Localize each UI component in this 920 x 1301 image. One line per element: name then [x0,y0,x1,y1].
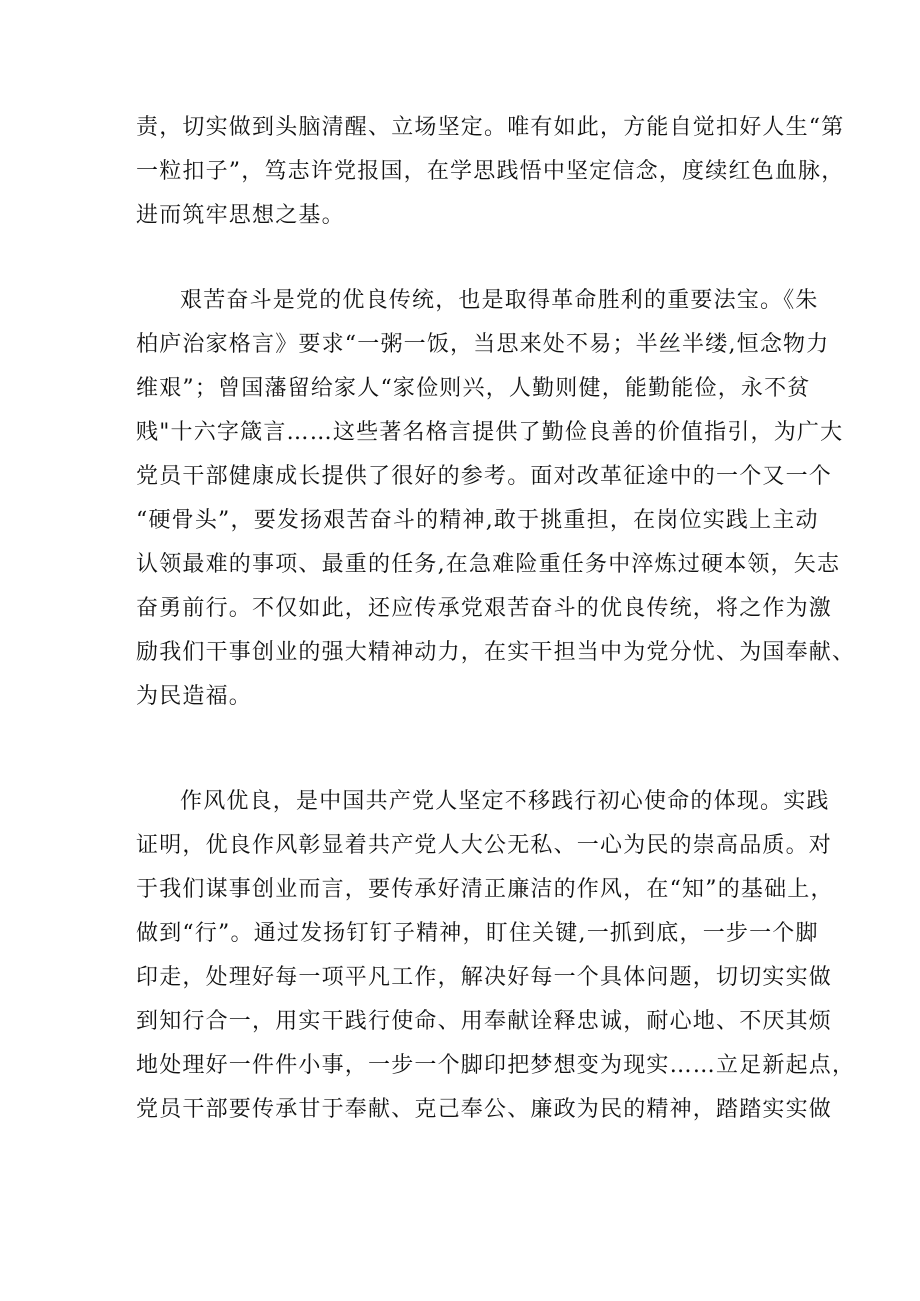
paragraph-line: 艰苦奋斗是党的优良传统，也是取得革命胜利的重要法宝。《朱 [180,288,819,313]
paragraph-line: “硬骨头”，要发扬艰苦奋斗的精神,敢于挑重担，在岗位实践上主动 [136,508,819,533]
paragraph-line: 做到“行”。通过发扬钉钉子精神，盯住关键,一抓到底，一步一个脚 [136,921,819,946]
paragraph-1 [136,106,845,238]
paragraph-line: 党员干部要传承甘于奉献、克己奉公、廉政为民的精神，踏踏实实做 [136,1097,833,1122]
paragraph-line: 于我们谋事创业而言，要传承好清正廉洁的作风，在“知”的基础上， [136,877,834,902]
paragraph-line: 认领最难的事项、最重的任务,在急难险重任务中淬炼过硬本领，矢志 [136,552,841,577]
paragraph-line: 柏庐治家格言》要求“一粥一饭，当思来处不易；半丝半缕,恒念物力 [136,332,830,357]
paragraph-line: 维艰”；曾国藩留给家人“家俭则兴，人勤则健，能勤能俭，永不贫 [136,376,811,401]
paragraph-line: 到知行合一，用实干践行使命、用奉献诠释忠诚，耐心地、不厌其烦 [136,1009,833,1034]
paragraph-line: 作风优良，是中国共产党人坚定不移践行初心使命的体现。实践 [180,789,830,814]
paragraph-line: 励我们干事创业的强大精神动力，在实干担当中为党分忧、为国奉献、 [136,640,856,665]
paragraph-line: 党员干部健康成长提供了很好的参考。面对改革征途中的一个又一个 [136,464,833,489]
paragraph-line: 贱"十六字箴言……这些著名格言提供了勤俭良善的价值指引，为广大 [136,420,844,445]
paragraph-line: 为民造福。 [136,684,253,709]
paragraph-line: 证明，优良作风彰显着共产党人大公无私、一心为民的崇高品质。对 [136,833,833,858]
paragraph-line: 奋勇前行。不仅如此，还应传承党艰苦奋斗的优良传统，将之作为激 [136,596,833,621]
paragraph-line: 地处理好一件件小事，一步一个脚印把梦想变为现实……立足新起点， [136,1053,856,1078]
paragraph-line: 印走，处理好每一项平凡工作，解决好每一个具体问题，切切实实做 [136,965,833,990]
paragraph-line: 责，切实做到头脑清醒、立场坚定。唯有如此，方能自觉扣好人生“第 [136,115,845,140]
paragraph-line: 一粒扣子”，笃志许党报国，在学思践悟中坚定信念，度续红色血脉， [136,159,845,184]
paragraph-3 [136,780,856,1132]
paragraph-2 [136,279,856,719]
paragraph-line: 进而筑牢思想之基。 [136,203,345,228]
